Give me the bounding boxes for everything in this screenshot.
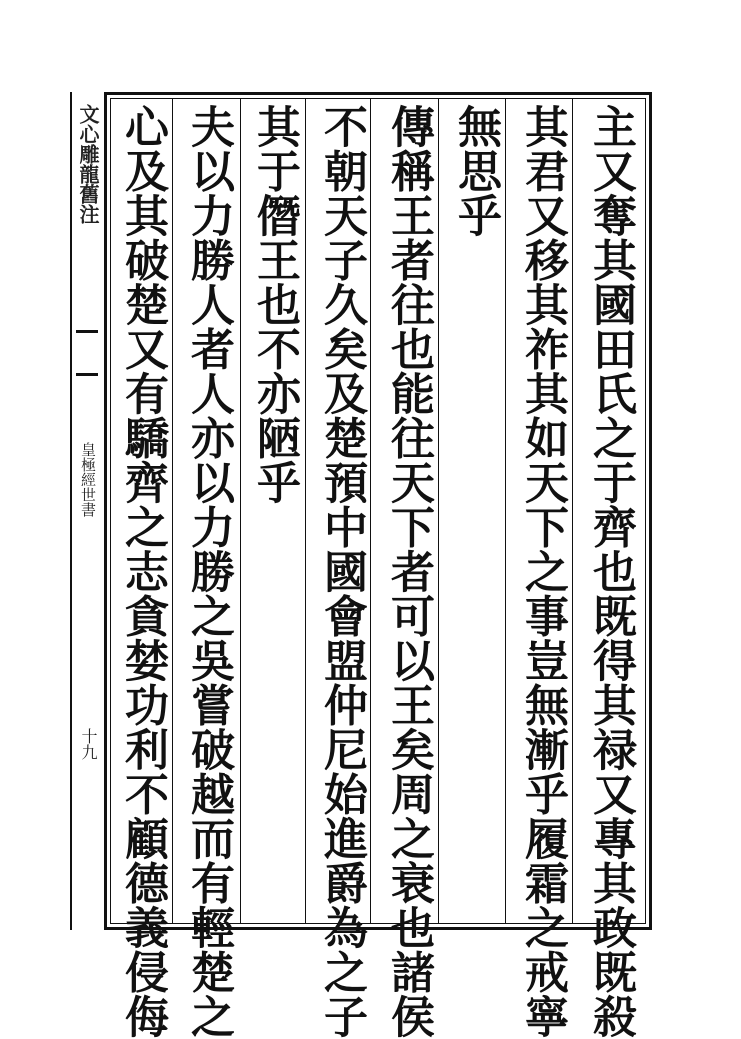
text-column-2: 其君又移其祚其如天下之事豈無漸乎履霜之戒寧 [517, 104, 568, 1039]
text-column-6: 其于僭王也不亦陋乎 [249, 104, 300, 505]
column-rule [438, 98, 439, 924]
text-column-8: 心及其破楚又有驕齊之志貪婪功利不顧德義侵侮 [117, 104, 168, 1039]
page-number: 十九 [79, 728, 98, 760]
fishtail-mark [76, 330, 98, 376]
column-rule [305, 98, 306, 924]
margin-title: 文心雕龍舊注 [76, 104, 100, 224]
margin-book-title: 皇極經世書 [79, 442, 97, 517]
column-rule [172, 98, 173, 924]
column-rule [572, 98, 573, 924]
text-column-1: 主又奪其國田氏之于齊也既得其禄又專其政既殺 [585, 104, 636, 1039]
text-column-3: 無思乎 [450, 104, 501, 238]
column-rule [505, 98, 506, 924]
text-column-5: 不朝天子久矣及楚預中國會盟仲尼始進爵為之子 [316, 104, 367, 1039]
text-column-4: 傳稱王者往也能往天下者可以王矣周之衰也諸侯 [383, 104, 434, 1039]
text-column-7: 夫以力勝人者人亦以力勝之吳嘗破越而有輕楚之 [183, 104, 234, 1039]
column-rule [240, 98, 241, 924]
